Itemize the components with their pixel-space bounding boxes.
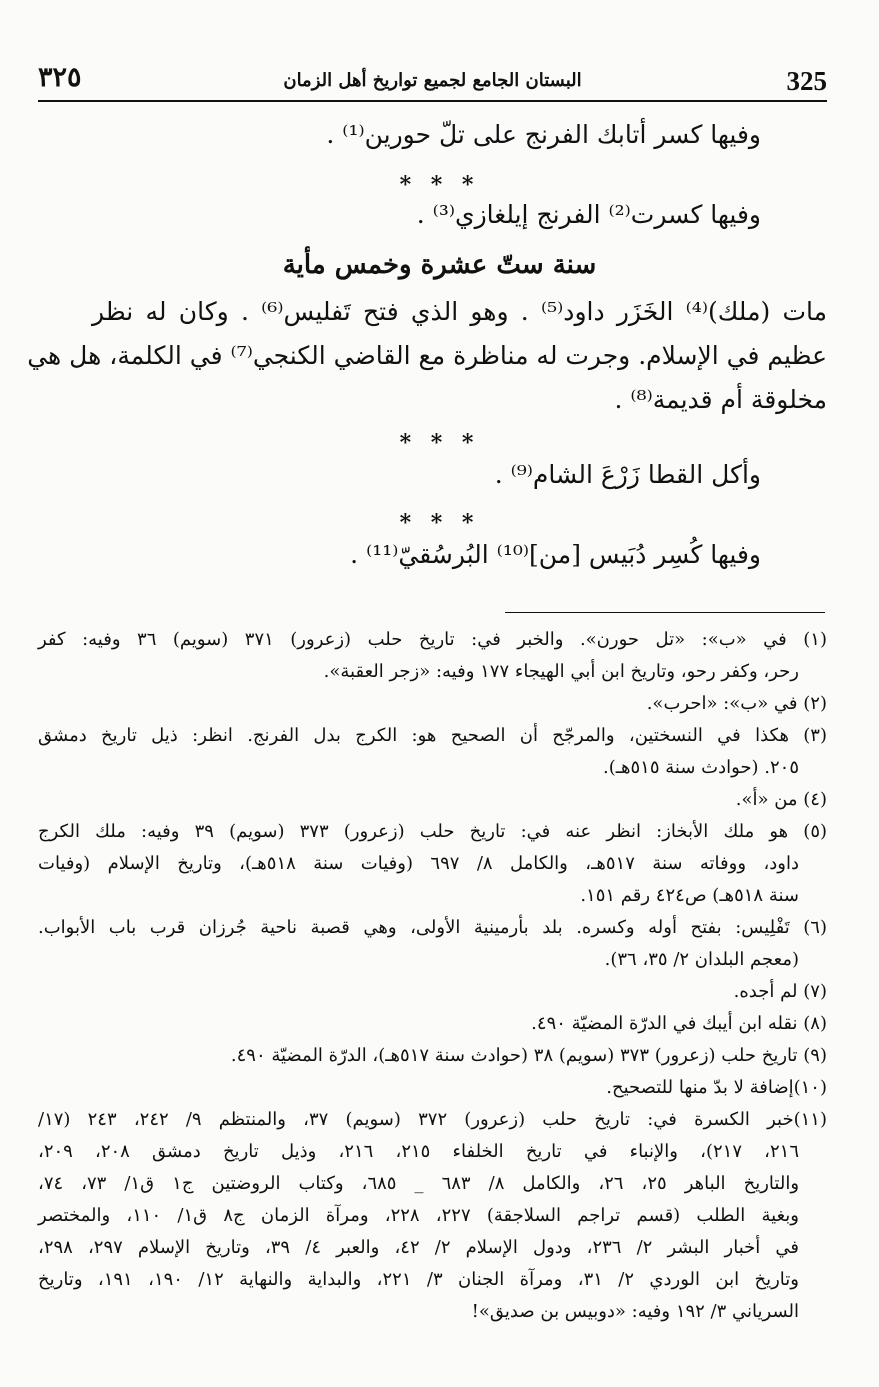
footnote-line: (٥) هو ملك الأبخاز: انظر عنه في: تاريخ حلب (زعرور) ٣٧٣ (سويم) ٣٩ وفيه: ملك الكرج xyxy=(38,821,828,842)
page-header xyxy=(38,58,827,102)
footnote-line: (معجم البلدان ٢/ ٣٥، ٣٦). xyxy=(604,949,799,970)
footnote-line: (٢) في «ب»: «احرب». xyxy=(646,693,827,714)
footnote xyxy=(38,816,827,912)
paragraph-line: عظيم في الإسلام. وجرت له مناظرة مع القاضي الكنجي⁽⁷⁾ في الكلمة، هل هي xyxy=(27,341,827,370)
footnote-line: (٩) تاريخ حلب (زعرور) ٣٧٣ (سويم) ٣٨ (حوادث سنة ٥١٧هـ)، الدرّة المضيّة ٤٩٠. xyxy=(230,1045,827,1066)
footnote-line: سنة ٥١٨هـ) ص٤٢٤ رقم ١٥١. xyxy=(580,885,799,906)
body-line-3: وأكل القطا زَرْعَ الشام⁽⁹⁾ . xyxy=(494,460,761,489)
footnote xyxy=(38,688,827,720)
separator-stars-2: * * * xyxy=(399,430,480,456)
footnote xyxy=(38,912,827,976)
footnote-line: داود، ووفاته سنة ٥١٧هـ، والكامل ٨/ ٦٩٧ (وفيات سنة ٥١٨هـ)، وتاريخ الإسلام (وفيات xyxy=(38,853,799,874)
body-paragraph xyxy=(27,290,827,422)
section-title: سنة ستّ عشرة وخمس مأية xyxy=(282,250,597,280)
footnote xyxy=(38,624,827,688)
footnote-line: (١) في «ب»: «تل حورن». والخبر في: تاريخ حلب (زعرور) ٣٧١ (سويم) ٣٦ وفيه: كفر xyxy=(38,629,827,650)
separator-stars-1: * * * xyxy=(399,172,480,198)
footnote-line: (٦) تَفْلِيس: بفتح أوله وكسره. بلد بأرمينية الأولى، وهي قصبة ناحية جُرزان قرب باب الأبواب. xyxy=(38,917,827,938)
footnote xyxy=(38,1008,827,1040)
footnote-line: والتاريخ الباهر ٢٥، ٢٦، والكامل ٨/ ٦٨٣ _ ٦٨٥، وكتاب الروضتين ج١ ق١/ ٧٣، ٧٤، xyxy=(38,1173,800,1194)
footnote-line: ٢١٦، ٢١٧)، والإنباء في تاريخ الخلفاء ٢١٥، ٢١٦، وذيل تاريخ دمشق ٢٠٨، ٢٠٩، xyxy=(38,1141,800,1162)
footnote-line: (٣) هكذا في النسختين، والمرجّح أن الصحيح هو: الكرج بدل الفرنج. انظر: ذيل تاريخ دمشق xyxy=(38,725,827,746)
footnote xyxy=(38,1040,827,1072)
paragraph-line: مات (ملك)⁽⁴⁾ الخَزَر داود⁽⁵⁾ . وهو الذي فتح تَفليس⁽⁶⁾ . وكان له نظر xyxy=(92,297,827,326)
footnote xyxy=(38,1104,827,1328)
body-line-2: وفيها كسرت⁽²⁾ الفرنج إيلغازي⁽³⁾ . xyxy=(416,200,761,229)
footnotes xyxy=(38,624,827,1328)
footnote-line: وبغية الطلب (قسم تراجم السلاجقة) ٢٢٧، ٢٢٨، ومرآة الزمان ج٨ ق١/ ١١٠، والمختصر xyxy=(38,1205,799,1226)
footnote-line: وتاريخ ابن الوردي ٢/ ٣١، ومرآة الجنان ٣/ ٢٢١، والبداية والنهاية ١٢/ ١٩٠، ١٩١، وتاريخ xyxy=(38,1269,799,1290)
footnote-line: (٨) نقله ابن أيبك في الدرّة المضيّة ٤٩٠. xyxy=(531,1013,827,1034)
footnote xyxy=(38,976,827,1008)
footnote-divider xyxy=(505,612,825,613)
page-number-arabic: ٣٢٥ xyxy=(38,62,82,93)
footnote-line: في أخبار البشر ٢/ ٢٣٦، ودول الإسلام ٢/ ٤٢، والعبر ٤/ ٣٩، وتاريخ الإسلام ٢٩٧، ٢٩٨، xyxy=(38,1237,799,1258)
running-title: البستان الجامع لجميع تواريخ أهل الزمان xyxy=(283,70,582,91)
footnote-line: (١٠)إضافة لا بدّ منها للتصحيح. xyxy=(606,1077,827,1098)
paragraph-line: مخلوقة أم قديمة⁽⁸⁾ . xyxy=(614,385,827,414)
footnote-line: (١١)خبر الكسرة في: تاريخ حلب (زعرور) ٣٧٢ (سويم) ٣٧، والمنتظم ٩/ ٢٤٢، ٢٤٣ (١٧/ xyxy=(38,1109,828,1130)
footnote xyxy=(38,1072,827,1104)
footnote xyxy=(38,720,827,784)
footnote-line: رحر، وكفر رحو، وتاريخ ابن أبي الهيجاء ١٧٧ وفيه: «زجر العقبة». xyxy=(323,661,799,682)
footnote-line: السرياني ٣/ ١٩٢ وفيه: «دوبيس بن صديق»! xyxy=(471,1301,799,1322)
footnote xyxy=(38,784,827,816)
footnote-line: (٤) من «أ». xyxy=(735,789,827,810)
separator-stars-3: * * * xyxy=(399,510,480,536)
body-line-1: وفيها كسر أتابك الفرنج على تلّ حورين⁽¹⁾ . xyxy=(326,120,761,149)
footnote-line: (٧) لم أجده. xyxy=(733,981,827,1002)
body-line-4: وفيها كُسِر دُبَيس [من]⁽¹⁰⁾ البُرسُقيّ⁽¹¹⁾ . xyxy=(350,540,761,569)
page-number-latin: 325 xyxy=(786,66,827,96)
footnote-line: ٢٠٥. (حوادث سنة ٥١٥هـ). xyxy=(602,757,799,778)
